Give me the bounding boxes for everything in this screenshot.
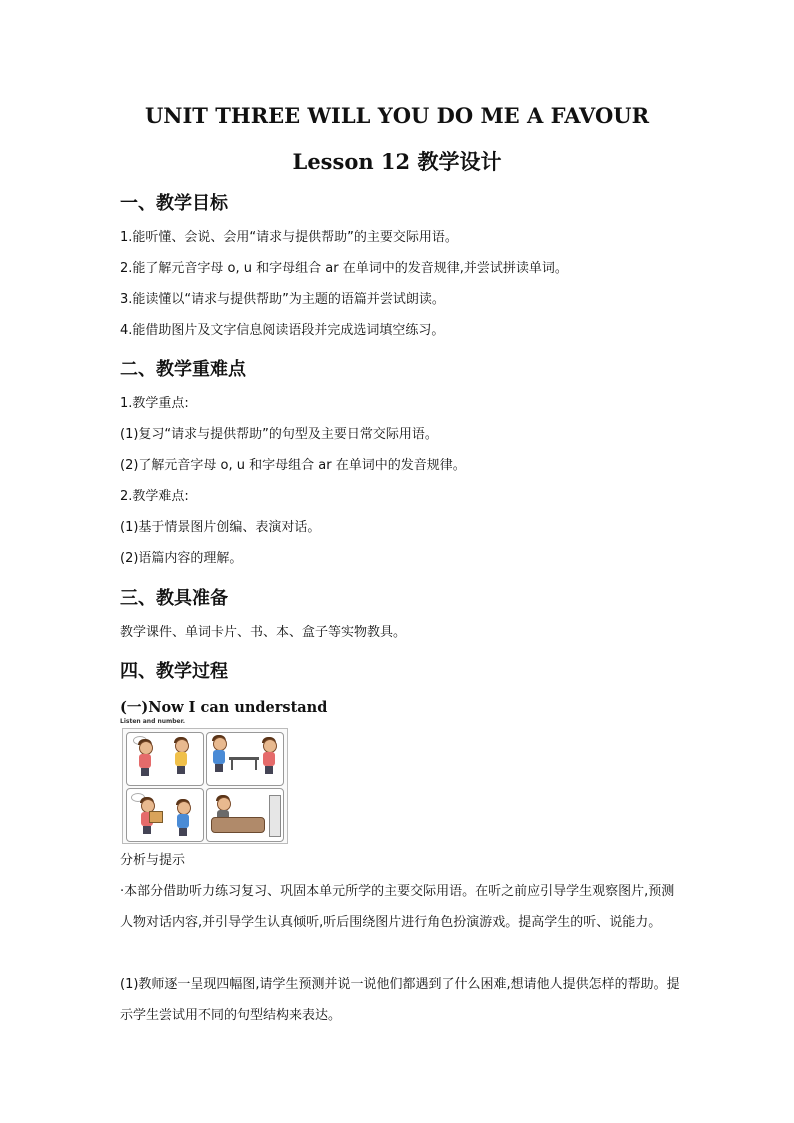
figure-frame [122, 728, 288, 844]
key-point-item: (2)了解元音字母 o, u 和字母组合 ar 在单词中的发音规律。 [120, 458, 466, 473]
key-point-item: (1)复习“请求与提供帮助”的句型及主要日常交际用语。 [120, 427, 438, 442]
key-point-item: 1.教学重点: [120, 396, 189, 411]
figure-caption: Listen and number. [120, 718, 185, 725]
illustration-panel-2 [206, 732, 284, 786]
illustration-panel-4 [206, 788, 284, 842]
section-heading-materials: 三、教具准备 [120, 588, 228, 609]
key-point-item: (1)基于情景图片创编、表演对话。 [120, 520, 321, 535]
objective-item: 4.能借助图片及文字信息阅读语段并完成选词填空练习。 [120, 323, 445, 338]
illustration-panel-3 [126, 788, 204, 842]
document-subtitle: Lesson 12 教学设计 [292, 149, 502, 174]
objective-item: 1.能听懂、会说、会用“请求与提供帮助”的主要交际用语。 [120, 230, 458, 245]
analysis-paragraph: (1)教师逐一呈现四幅图,请学生预测并说一说他们都遇到了什么困难,想请他人提供怎样的帮助。提示学生尝试用不同的句型结构来表达。 [120, 977, 680, 1023]
section-heading-process: 四、教学过程 [120, 661, 228, 682]
objective-item: 2.能了解元音字母 o, u 和字母组合 ar 在单词中的发音规律,并尝试拼读单词。 [120, 261, 568, 276]
objective-item: 3.能读懂以“请求与提供帮助”为主题的语篇并尝试朗读。 [120, 292, 445, 307]
analysis-label: 分析与提示 [120, 853, 186, 868]
subsection-heading: (一)Now I can understand [120, 699, 328, 716]
section-heading-objectives: 一、教学目标 [120, 193, 228, 214]
illustration-panel-1 [126, 732, 204, 786]
listening-exercise-illustration [120, 718, 288, 844]
key-point-item: 2.教学难点: [120, 489, 189, 504]
document-title: UNIT THREE WILL YOU DO ME A FAVOUR [144, 103, 650, 128]
materials-item: 教学课件、单词卡片、书、本、盒子等实物教具。 [120, 625, 407, 640]
section-heading-key-points: 二、教学重难点 [120, 359, 246, 380]
analysis-paragraph: ·本部分借助听力练习复习、巩固本单元所学的主要交际用语。在听之前应引导学生观察图片,预测人物对话内容,并引导学生认真倾听,听后围绕图片进行角色扮演游戏。提高学生的听、说能力。 [120, 884, 675, 930]
key-point-item: (2)语篇内容的理解。 [120, 551, 243, 566]
